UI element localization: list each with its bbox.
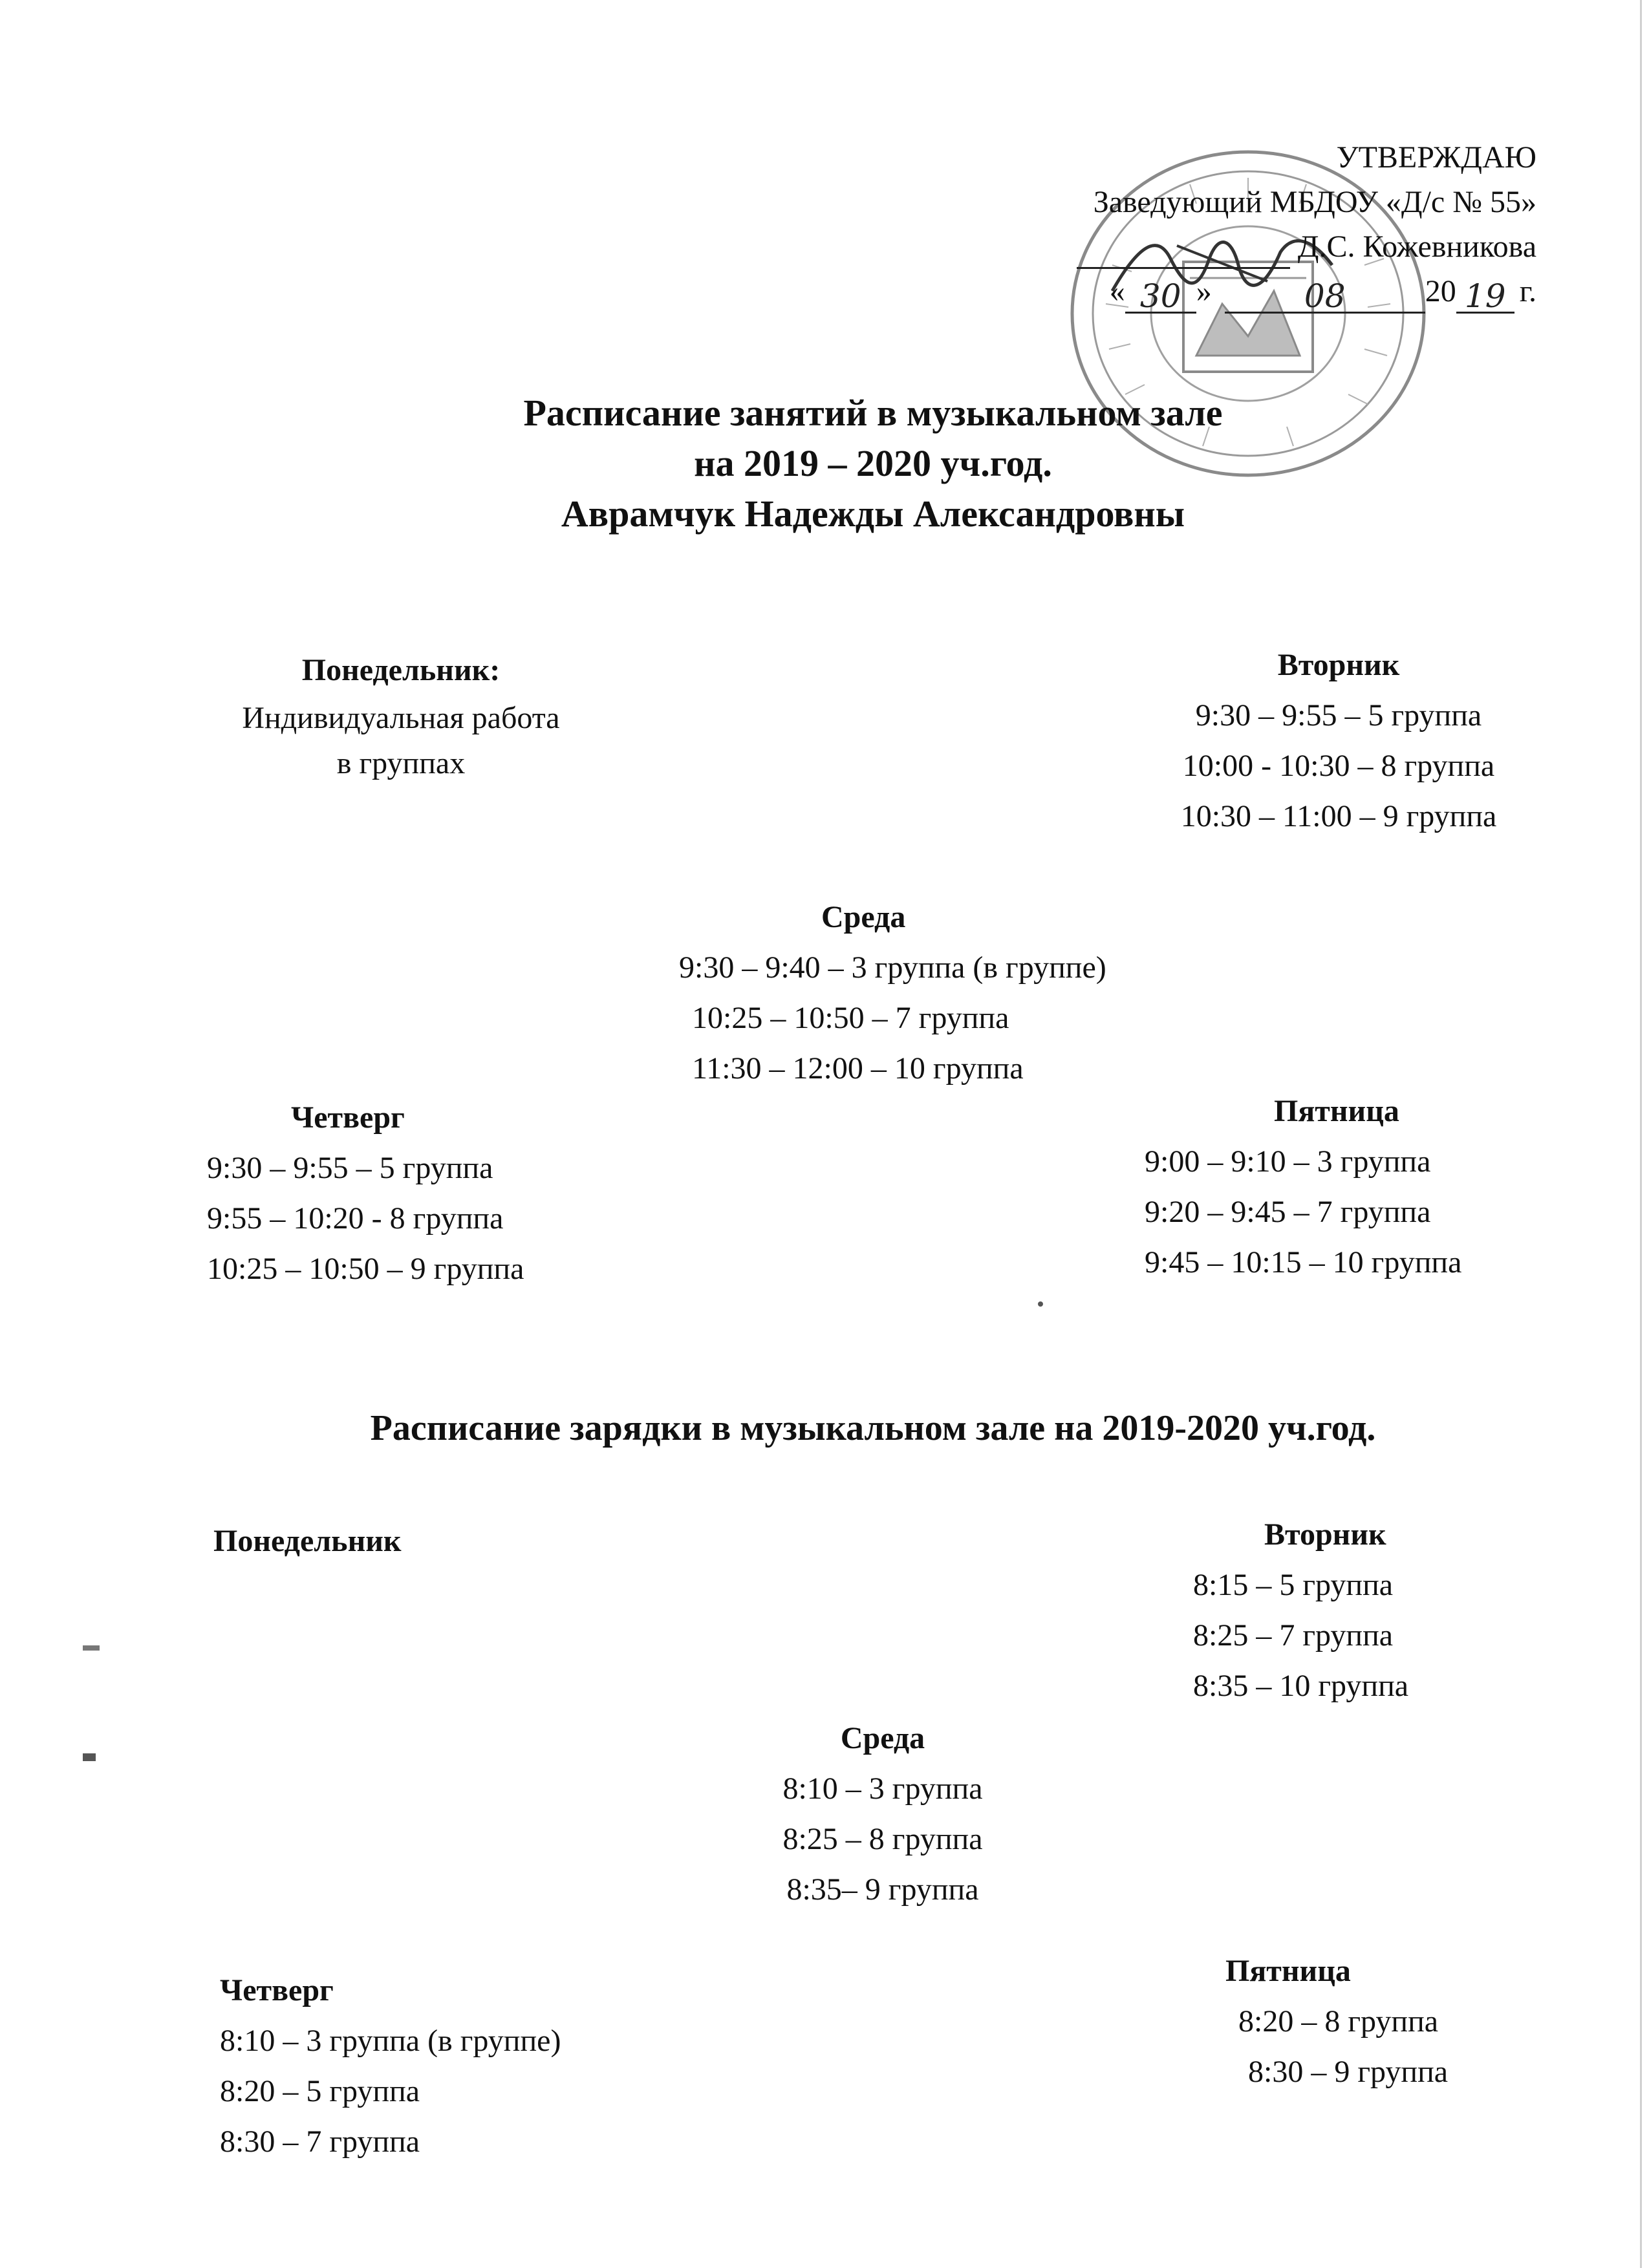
exercise-wednesday-day: Среда — [840, 1721, 925, 1755]
exercise-monday-day: Понедельник — [213, 1524, 402, 1558]
approval-signer: Д.С. Кожевникова — [1297, 230, 1536, 264]
exercise-wednesday-line: 8:10 – 3 группа — [782, 1771, 983, 1806]
classes-thursday-day: Четверг — [291, 1100, 405, 1135]
classes-thursday-line: 10:25 – 10:50 – 9 группа — [207, 1252, 524, 1286]
exercise-thursday-line: 8:10 – 3 группа (в группе) — [220, 2024, 561, 2058]
classes-wednesday — [679, 892, 1261, 1094]
date-month: 08 — [1304, 277, 1346, 315]
date-day: 30 — [1139, 277, 1181, 315]
date-year-prefix: 20 — [1425, 274, 1456, 308]
exercise-wednesday — [711, 1713, 1054, 1915]
classes-thursday-line: 9:30 – 9:55 – 5 группа — [207, 1151, 493, 1185]
classes-wednesday-day: Среда — [821, 900, 906, 934]
exercise-tuesday-line: 8:35 – 10 группа — [1193, 1669, 1409, 1703]
exercise-tuesday-line: 8:15 – 5 группа — [1193, 1568, 1394, 1602]
date-day-line — [1125, 274, 1196, 314]
classes-wednesday-line: 11:30 – 12:00 – 10 группа — [692, 1051, 1024, 1086]
date-close-quote: » — [1196, 274, 1212, 308]
classes-monday — [194, 645, 608, 786]
scan-speck — [83, 1645, 100, 1651]
exercise-tuesday-line: 8:25 – 7 группа — [1193, 1618, 1394, 1653]
approval-heading: УТВЕРЖДАЮ — [1336, 140, 1536, 175]
classes-tuesday-day: Вторник — [1277, 648, 1400, 682]
approval-date — [825, 269, 1536, 314]
classes-thursday — [207, 1093, 660, 1294]
date-year-suffix: 19 — [1464, 277, 1506, 315]
scan-speck — [1038, 1301, 1043, 1307]
classes-monday-line: в группах — [336, 746, 466, 780]
classes-friday-line: 9:00 – 9:10 – 3 группа — [1145, 1144, 1431, 1179]
classes-monday-line: Индивидуальная работа — [242, 701, 560, 735]
exercise-wednesday-line: 8:35– 9 группа — [786, 1872, 979, 1907]
exercise-tuesday-day: Вторник — [1264, 1517, 1386, 1552]
exercise-title: Расписание зарядки в музыкальном зале на 2019-2020 уч.год. — [370, 1408, 1376, 1448]
classes-title-line1: Расписание занятий в музыкальном зале — [523, 392, 1223, 434]
classes-tuesday-line: 10:30 – 11:00 – 9 группа — [1180, 799, 1497, 833]
classes-tuesday — [1112, 640, 1565, 842]
exercise-friday-line: 8:20 – 8 группа — [1238, 2004, 1439, 2038]
exercise-friday-day: Пятница — [1225, 1954, 1351, 1988]
classes-tuesday-line: 9:30 – 9:55 – 5 группа — [1195, 698, 1482, 733]
classes-friday — [1145, 1086, 1597, 1288]
date-open-quote: « — [1109, 274, 1125, 308]
date-month-line — [1225, 274, 1425, 314]
exercise-thursday-day: Четверг — [220, 1973, 334, 2007]
classes-thursday-line: 9:55 – 10:20 - 8 группа — [207, 1201, 504, 1236]
approval-signer-line — [825, 224, 1536, 269]
exercise-thursday-line: 8:20 – 5 группа — [220, 2074, 420, 2108]
classes-title-line2: на 2019 – 2020 уч.год. — [694, 442, 1052, 484]
classes-tuesday-line: 10:00 - 10:30 – 8 группа — [1182, 749, 1495, 783]
classes-friday-day: Пятница — [1274, 1094, 1399, 1128]
exercise-thursday-line: 8:30 – 7 группа — [220, 2124, 420, 2159]
exercise-friday — [1225, 1946, 1549, 2097]
classes-wednesday-line: 9:30 – 9:40 – 3 группа (в группе) — [679, 950, 1106, 985]
classes-wednesday-line: 10:25 – 10:50 – 7 группа — [692, 1001, 1009, 1035]
exercise-thursday — [220, 1965, 737, 2167]
scan-speck — [83, 1753, 96, 1761]
classes-title-line3: Аврамчук Надежды Александровны — [561, 493, 1185, 535]
classes-friday-line: 9:20 – 9:45 – 7 группа — [1145, 1195, 1431, 1229]
scan-edge — [1640, 0, 1642, 2268]
classes-friday-line: 9:45 – 10:15 – 10 группа — [1145, 1245, 1462, 1279]
date-g: г. — [1519, 274, 1536, 308]
exercise-wednesday-line: 8:25 – 8 группа — [782, 1822, 983, 1856]
date-year-line — [1456, 274, 1514, 314]
approval-position: Заведующий МБДОУ «Д/с № 55» — [1093, 185, 1536, 219]
exercise-tuesday — [1193, 1510, 1555, 1711]
approval-block — [825, 135, 1536, 314]
classes-title-block — [0, 388, 1649, 539]
signature-line — [1077, 230, 1290, 269]
classes-monday-day: Понедельник: — [301, 653, 501, 687]
exercise-friday-line: 8:30 – 9 группа — [1248, 2055, 1449, 2089]
